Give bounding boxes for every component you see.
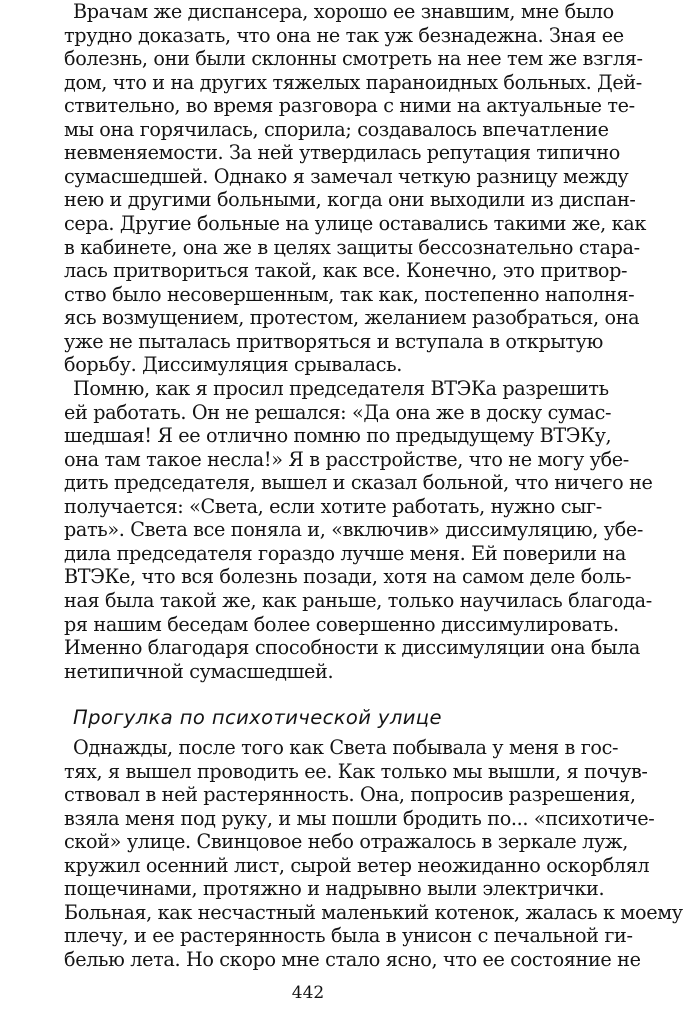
text-line: нетипичной сумасшедшей. — [64, 659, 334, 683]
text-line: Однажды, после того как Света побывала у меня в гос- — [73, 736, 619, 759]
text-line: нею и другими больными, когда они выходили из диспан- — [64, 188, 636, 212]
text-line: болезнь, они были склонны смотреть на нее тем же взгля- — [64, 47, 643, 71]
text-line: рать». Света все поняла и, «включив» диссимуляцию, убе- — [64, 518, 644, 542]
text-line: Именно благодаря способности к диссимуляции она была — [64, 636, 640, 659]
text-line: сера. Другие больные на улице оставались такими же, как — [64, 212, 647, 235]
text-line: трудно доказать, что она не так уж безнадежна. Зная ее — [64, 23, 624, 47]
text-line: кружил осенний лист, сырой ветер неожиданно оскорблял — [64, 853, 650, 877]
text-line: белью лета. Но скоро мне стало ясно, что ее состояние не — [64, 948, 641, 971]
text-line: ная была такой же, как раньше, только научилась благода- — [64, 589, 652, 612]
text-line: пощечинами, протяжно и надрывно выли электрички. — [64, 877, 605, 901]
text-line: Больная, как несчастный маленький котенок, жалась к моему — [64, 900, 683, 924]
text-line: Врачам же диспансера, хорошо ее знавшим, мне было — [73, 0, 614, 23]
text-line: ствовал в ней растерянность. Она, попросив разрешения, — [64, 783, 636, 807]
text-line: ей работать. Он не решался: «Да она же в доску сумас- — [64, 400, 612, 424]
text-line: она там такое несла!» Я в расстройстве, что не могу убе- — [64, 447, 629, 471]
text-line: дом, что и на других тяжелых параноидных больных. Дей- — [64, 70, 642, 94]
text-line: борьбу. Диссимуляция срывалась. — [64, 353, 402, 377]
text-line: тях, я вышел проводить ее. Как только мы вышли, я почув- — [64, 759, 648, 783]
text-line: дила председателя гораздо лучше меня. Ей поверили на — [64, 541, 626, 565]
text-line: в кабинете, она же в целях защиты бессознательно стара- — [64, 235, 640, 259]
text-line: ствительно, во время разговора с ними на актуальные те- — [64, 94, 635, 118]
text-line: шедшая! Я ее отлично помню по предыдущему ВТЭКу, — [64, 424, 612, 448]
text-line: взяла меня под руку, и мы пошли бродить по... «психотиче- — [64, 806, 655, 830]
text-line: уже не пыталась притворяться и вступала в открытую — [64, 329, 603, 353]
text-line: ство было несовершенным, так как, постепенно наполня- — [64, 282, 635, 306]
page-number: 442 — [291, 983, 325, 1003]
text-line: ской» улице. Свинцовое небо отражалось в зеркале луж, — [64, 830, 628, 854]
text-line: плечу, и ее растерянность была в унисон с печальной ги- — [64, 924, 633, 948]
text-line: дить председателя, вышел и сказал больной, что ничего не — [64, 471, 653, 495]
text-line: лась притвориться такой, как все. Конечно, это притвор- — [64, 259, 628, 283]
text-line: ясь возмущением, протестом, желанием разобраться, она — [64, 306, 640, 330]
text-line: ря нашим беседам более совершенно диссимулировать. — [64, 612, 619, 636]
text-line: мы она горячилась, спорила; создавалось впечатление — [64, 117, 609, 141]
text-line: получается: «Света, если хотите работать, нужно сыг- — [64, 494, 602, 518]
text-line: Помню, как я просил председателя ВТЭКа разрешить — [73, 377, 609, 400]
text-line: невменяемости. За ней утвердилась репутация типично — [64, 141, 620, 165]
text-line: ВТЭКе, что вся болезнь позади, хотя на самом деле боль- — [64, 565, 632, 589]
section-heading: Прогулка по психотической улице — [73, 706, 442, 729]
text-line: сумасшедшей. Однако я замечал четкую разницу между — [64, 164, 629, 188]
